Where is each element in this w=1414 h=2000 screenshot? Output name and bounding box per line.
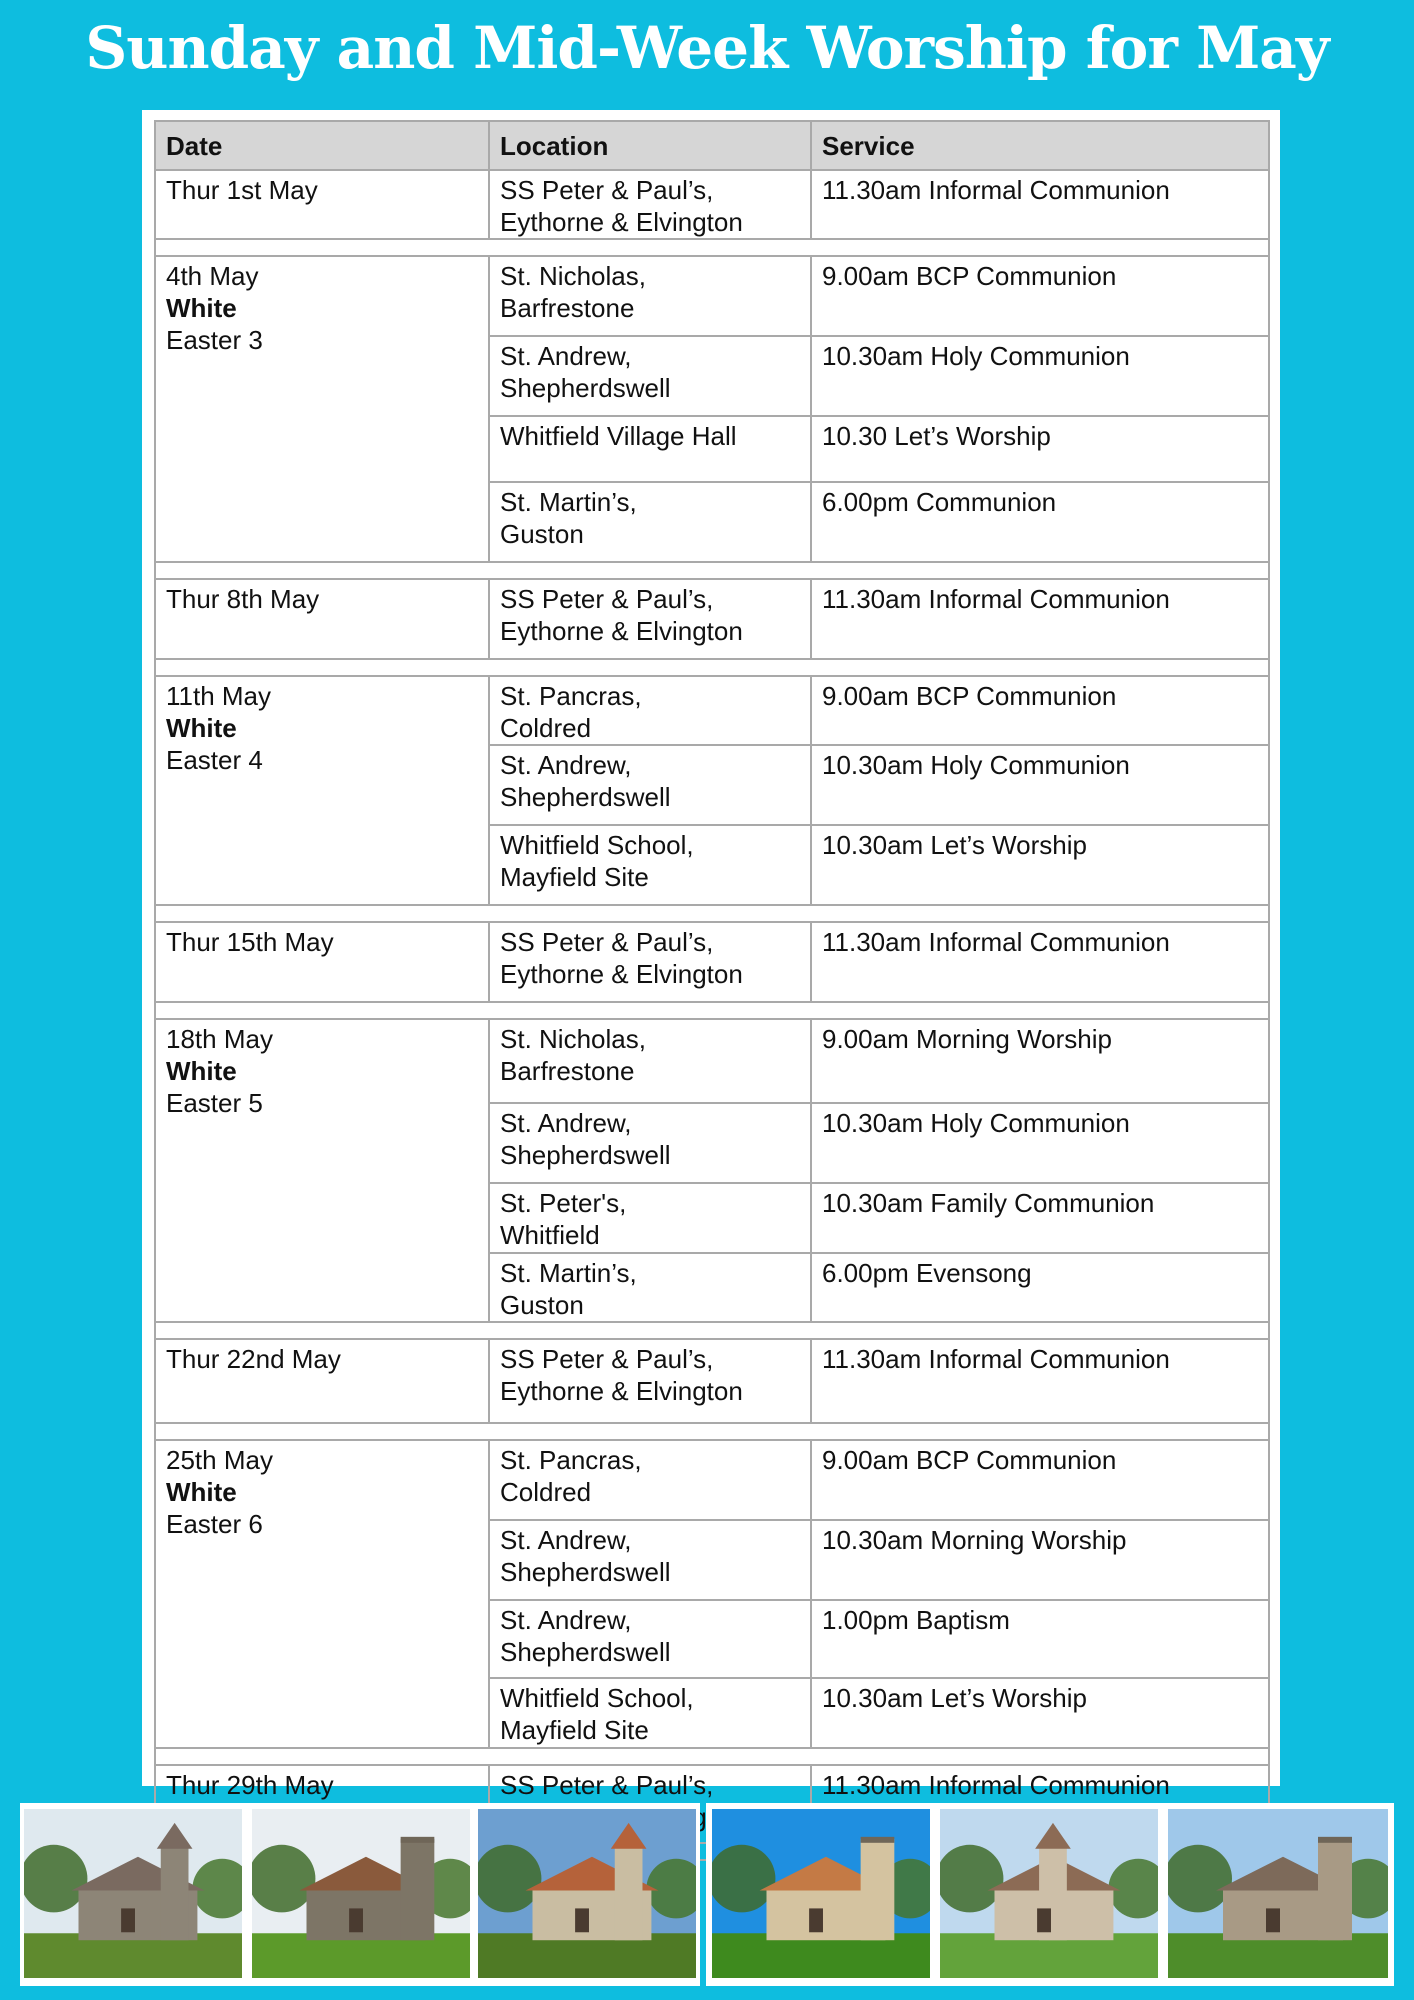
service-cell: 11.30am Informal Communion (811, 1339, 1269, 1423)
church-photo-icon (478, 1809, 696, 1978)
service-cell: 10.30am Holy Communion (811, 336, 1269, 416)
service-cell: 11.30am Informal Communion (811, 579, 1269, 659)
date-text: 18th May (166, 1024, 273, 1054)
occasion-text: Easter 4 (166, 745, 263, 775)
table-header-row (155, 121, 1269, 170)
date-cell (155, 922, 489, 1002)
service-cell: 9.00am BCP Communion (811, 1440, 1269, 1520)
location-cell (489, 1440, 811, 1520)
service-cell: 9.00am BCP Communion (811, 676, 1269, 745)
table-row (155, 1339, 1269, 1423)
date-text: Thur 22nd May (166, 1344, 341, 1374)
location-place: Guston (500, 519, 584, 549)
church-photo-icon (1168, 1809, 1388, 1978)
date-cell (155, 170, 489, 239)
divider-cell (155, 905, 1269, 922)
location-name: SS Peter & Paul’s, (500, 1770, 714, 1800)
schedule-panel (142, 110, 1280, 1800)
location-name: St. Pancras, (500, 1445, 642, 1475)
page-title: Sunday and Mid-Week Worship for May (85, 14, 1329, 82)
date-text: Thur 29th May (166, 1770, 334, 1800)
header-location: Location (489, 121, 811, 170)
location-place: Coldred (500, 1477, 592, 1507)
service-cell: 10.30am Holy Communion (811, 745, 1269, 825)
location-name: Whitfield School, (500, 830, 694, 860)
liturgical-colour: White (166, 1056, 237, 1086)
location-name: SS Peter & Paul’s, (500, 927, 714, 957)
location-cell (489, 745, 811, 825)
location-place: Eythorne & Elvington (500, 207, 743, 237)
worship-table (154, 120, 1270, 1861)
location-place: Shepherdswell (500, 373, 671, 403)
divider-cell (155, 239, 1269, 256)
location-name: Whitfield Village Hall (500, 421, 737, 451)
location-cell (489, 922, 811, 1002)
location-cell (489, 1103, 811, 1183)
service-cell: 11.30am Informal Communion (811, 1765, 1269, 1843)
group-divider (155, 1002, 1269, 1019)
location-name: St. Martin’s, (500, 487, 637, 517)
divider-cell (155, 659, 1269, 676)
table-row (155, 922, 1269, 1002)
service-cell: 11.30am Informal Communion (811, 170, 1269, 239)
location-name: SS Peter & Paul’s, (500, 1344, 714, 1374)
header-service: Service (811, 121, 1269, 170)
service-cell: 10.30 Let’s Worship (811, 416, 1269, 482)
table-row (155, 579, 1269, 659)
group-divider (155, 1322, 1269, 1339)
occasion-text: Easter 3 (166, 325, 263, 355)
service-cell: 10.30am Family Communion (811, 1183, 1269, 1253)
location-cell (489, 256, 811, 336)
location-place: Barfrestone (500, 293, 635, 323)
location-name: St. Andrew, (500, 1605, 632, 1635)
date-cell (155, 1019, 489, 1322)
church-photo-strip (20, 1803, 1394, 1986)
date-cell (155, 1440, 489, 1748)
location-cell (489, 170, 811, 239)
service-cell: 6.00pm Communion (811, 482, 1269, 562)
date-text: Thur 15th May (166, 927, 334, 957)
date-text: Thur 8th May (166, 584, 320, 614)
location-cell (489, 482, 811, 562)
church-photo-icon (252, 1809, 470, 1978)
location-cell (489, 1520, 811, 1600)
group-divider (155, 1748, 1269, 1765)
divider-cell (155, 1322, 1269, 1339)
table-row (155, 676, 1269, 745)
group-divider (155, 239, 1269, 256)
church-photo-icon (712, 1809, 930, 1978)
date-text: Thur 1st May (166, 175, 318, 205)
location-name: St. Andrew, (500, 1525, 632, 1555)
liturgical-colour: White (166, 293, 237, 323)
location-place: Shepherdswell (500, 1557, 671, 1587)
divider-cell (155, 1002, 1269, 1019)
date-text: 25th May (166, 1445, 273, 1475)
location-name: Whitfield School, (500, 1683, 694, 1713)
header-date: Date (155, 121, 489, 170)
location-cell (489, 336, 811, 416)
location-name: St. Nicholas, (500, 1024, 646, 1054)
location-name: SS Peter & Paul’s, (500, 175, 714, 205)
divider-cell (155, 1748, 1269, 1765)
location-cell (489, 1019, 811, 1103)
date-cell (155, 676, 489, 905)
location-place: Eythorne & Elvington (500, 959, 743, 989)
location-name: St. Andrew, (500, 750, 632, 780)
occasion-text: Easter 5 (166, 1088, 263, 1118)
service-cell: 6.00pm Evensong (811, 1253, 1269, 1322)
service-cell: 11.30am Informal Communion (811, 922, 1269, 1002)
location-name: St. Andrew, (500, 1108, 632, 1138)
service-cell: 10.30am Let’s Worship (811, 825, 1269, 905)
group-divider (155, 562, 1269, 579)
date-cell (155, 1339, 489, 1423)
location-name: St. Peter's, (500, 1188, 627, 1218)
location-place: Mayfield Site (500, 862, 649, 892)
group-divider (155, 1423, 1269, 1440)
location-place: Coldred (500, 713, 592, 743)
service-cell: 10.30am Let’s Worship (811, 1678, 1269, 1748)
divider-cell (155, 562, 1269, 579)
location-place: Shepherdswell (500, 782, 671, 812)
location-place: Shepherdswell (500, 1140, 671, 1170)
table-row (155, 256, 1269, 336)
location-cell (489, 1600, 811, 1678)
table-row (155, 170, 1269, 239)
table-row (155, 1019, 1269, 1103)
location-name: St. Martin’s, (500, 1258, 637, 1288)
service-cell: 9.00am BCP Communion (811, 256, 1269, 336)
location-cell (489, 1253, 811, 1322)
location-cell (489, 579, 811, 659)
group-divider (155, 905, 1269, 922)
location-place: Eythorne & Elvington (500, 1376, 743, 1406)
table-row (155, 1440, 1269, 1520)
location-name: SS Peter & Paul’s, (500, 584, 714, 614)
date-cell (155, 256, 489, 562)
location-cell (489, 416, 811, 482)
service-cell: 10.30am Holy Communion (811, 1103, 1269, 1183)
location-name: St. Pancras, (500, 681, 642, 711)
divider-cell (155, 1423, 1269, 1440)
service-cell: 10.30am Morning Worship (811, 1520, 1269, 1600)
location-place: Mayfield Site (500, 1715, 649, 1745)
liturgical-colour: White (166, 713, 237, 743)
service-cell: 9.00am Morning Worship (811, 1019, 1269, 1103)
date-cell (155, 579, 489, 659)
location-place: Shepherdswell (500, 1637, 671, 1667)
service-cell: 1.00pm Baptism (811, 1600, 1269, 1678)
date-text: 4th May (166, 261, 259, 291)
location-cell (489, 1678, 811, 1748)
location-place: Whitfield (500, 1220, 600, 1250)
location-cell (489, 1339, 811, 1423)
location-name: St. Andrew, (500, 341, 632, 371)
table-body (155, 170, 1269, 1860)
location-cell (489, 676, 811, 745)
church-photo-icon (24, 1809, 242, 1978)
liturgical-colour: White (166, 1477, 237, 1507)
group-divider (155, 659, 1269, 676)
location-cell (489, 825, 811, 905)
location-place: Eythorne & Elvington (500, 616, 743, 646)
location-cell (489, 1183, 811, 1253)
church-photo-icon (940, 1809, 1158, 1978)
location-place: Guston (500, 1290, 584, 1320)
occasion-text: Easter 6 (166, 1509, 263, 1539)
date-text: 11th May (166, 681, 272, 711)
location-place: Barfrestone (500, 1056, 635, 1086)
location-name: St. Nicholas, (500, 261, 646, 291)
